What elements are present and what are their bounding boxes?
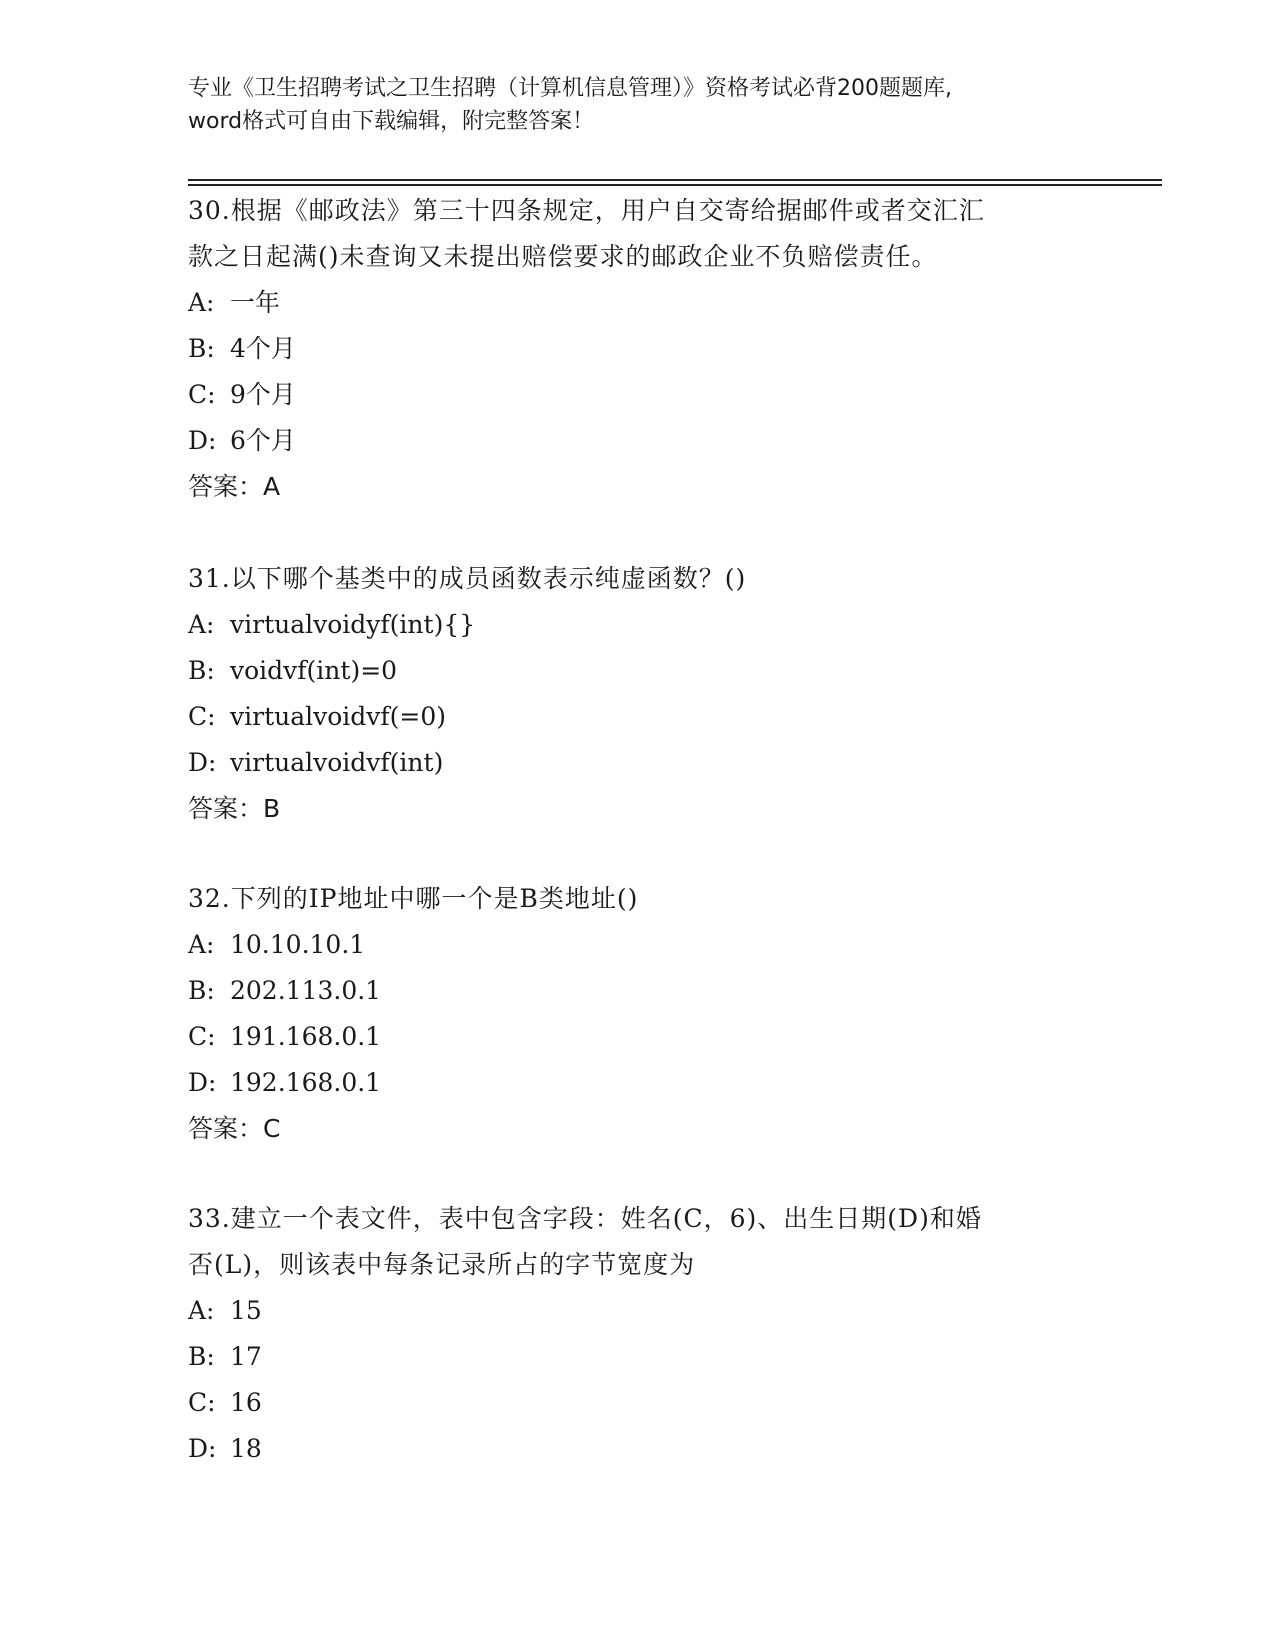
option-d bbox=[188, 418, 1088, 464]
header-divider-top bbox=[188, 179, 1162, 181]
option-letter: D: bbox=[188, 748, 217, 777]
option-text: 一年 bbox=[230, 288, 281, 317]
option-c bbox=[188, 1014, 1088, 1060]
header-divider-bottom bbox=[188, 184, 1162, 186]
option-letter: A: bbox=[188, 930, 215, 959]
option-c bbox=[188, 372, 1088, 418]
option-text: 4个月 bbox=[230, 334, 296, 363]
question-32 bbox=[188, 876, 1088, 1152]
option-letter: B: bbox=[188, 1342, 215, 1371]
option-letter: A: bbox=[188, 288, 215, 317]
option-a bbox=[188, 602, 1088, 648]
document-header bbox=[188, 72, 1088, 138]
option-text: virtualvoidvf(int) bbox=[230, 748, 444, 777]
question-text bbox=[188, 1196, 1088, 1288]
option-d bbox=[188, 1426, 1088, 1472]
option-text: 17 bbox=[230, 1342, 262, 1371]
option-text: 15 bbox=[230, 1296, 262, 1325]
header-line-1: 专业《卫生招聘考试之卫生招聘（计算机信息管理）》资格考试必背200题题库, bbox=[188, 76, 952, 101]
option-text: voidvf(int)=0 bbox=[230, 656, 398, 685]
header-line-2: word格式可自由下载编辑，附完整答案！ bbox=[188, 109, 595, 134]
option-text: virtualvoidyf(int){} bbox=[230, 610, 476, 639]
question-text-line-2: 否(L)，则该表中每条记录所占的字节宽度为 bbox=[188, 1250, 696, 1279]
question-text-line-1: 33.建立一个表文件，表中包含字段：姓名(C，6)、出生日期(D)和婚 bbox=[188, 1204, 982, 1233]
question-text-line-1: 32.下列的IP地址中哪一个是B类地址() bbox=[188, 884, 639, 913]
question-text-line-2: 款之日起满()未查询又未提出赔偿要求的邮政企业不负赔偿责任。 bbox=[188, 242, 938, 271]
option-letter: C: bbox=[188, 702, 216, 731]
option-b bbox=[188, 1334, 1088, 1380]
option-text: 192.168.0.1 bbox=[230, 1068, 382, 1097]
option-letter: D: bbox=[188, 1068, 217, 1097]
option-letter: C: bbox=[188, 1022, 216, 1051]
answer-line: 答案：A bbox=[188, 472, 281, 501]
option-text: 202.113.0.1 bbox=[230, 976, 382, 1005]
option-text: virtualvoidvf(=0) bbox=[230, 702, 447, 731]
option-d bbox=[188, 1060, 1088, 1106]
option-text: 10.10.10.1 bbox=[230, 930, 366, 959]
option-d bbox=[188, 740, 1088, 786]
option-text: 16 bbox=[230, 1388, 262, 1417]
question-33 bbox=[188, 1196, 1088, 1472]
question-text bbox=[188, 876, 1088, 922]
option-letter: B: bbox=[188, 656, 215, 685]
option-text: 191.168.0.1 bbox=[230, 1022, 382, 1051]
answer-line: 答案：B bbox=[188, 794, 281, 823]
option-c bbox=[188, 694, 1088, 740]
option-a bbox=[188, 1288, 1088, 1334]
option-b bbox=[188, 648, 1088, 694]
question-30 bbox=[188, 188, 1088, 510]
question-text bbox=[188, 188, 1088, 280]
option-letter: A: bbox=[188, 1296, 215, 1325]
option-letter: B: bbox=[188, 976, 215, 1005]
option-a bbox=[188, 922, 1088, 968]
option-letter: D: bbox=[188, 426, 217, 455]
question-text-line-1: 31.以下哪个基类中的成员函数表示纯虚函数？() bbox=[188, 564, 747, 593]
question-text-line-1: 30.根据《邮政法》第三十四条规定，用户自交寄给据邮件或者交汇汇 bbox=[188, 196, 985, 225]
option-letter: C: bbox=[188, 380, 216, 409]
question-31 bbox=[188, 556, 1088, 832]
option-b bbox=[188, 326, 1088, 372]
option-a bbox=[188, 280, 1088, 326]
question-text bbox=[188, 556, 1088, 602]
option-letter: C: bbox=[188, 1388, 216, 1417]
answer-line: 答案：C bbox=[188, 1114, 281, 1143]
option-letter: A: bbox=[188, 610, 215, 639]
option-text: 9个月 bbox=[230, 380, 296, 409]
option-text: 6个月 bbox=[230, 426, 296, 455]
option-letter: D: bbox=[188, 1434, 217, 1463]
option-b bbox=[188, 968, 1088, 1014]
option-text: 18 bbox=[230, 1434, 262, 1463]
option-c bbox=[188, 1380, 1088, 1426]
option-letter: B: bbox=[188, 334, 215, 363]
